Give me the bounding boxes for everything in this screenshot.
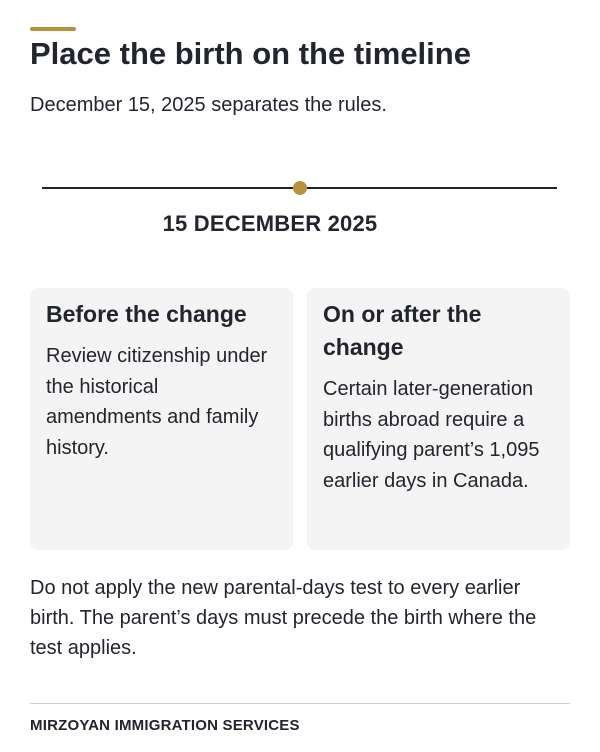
page-title: Place the birth on the timeline: [30, 36, 471, 71]
timeline-marker: [293, 181, 307, 195]
timeline-date-label: 15 DECEMBER 2025: [162, 211, 378, 236]
footer-divider: [30, 703, 570, 704]
card-before-body: Review citizenship under the historical amendments and family history.: [46, 345, 268, 459]
card-before-title: Before the change: [46, 301, 247, 327]
card-after-body: Certain later-generation births abroad require a qualifying parent’s 1,095 earlier days in Canada.: [323, 378, 540, 492]
card-before-change: [30, 288, 293, 550]
card-after-title: On or after the change: [323, 301, 482, 360]
card-after-change: [307, 288, 570, 550]
page-subtitle: December 15, 2025 separates the rules.: [30, 94, 387, 116]
accent-bar: [30, 27, 76, 31]
footer-brand: MIRZOYAN IMMIGRATION SERVICES: [30, 717, 300, 734]
explanatory-note: Do not apply the new parental-days test to every earlier birth. The parent’s days must precede the birth where the test applies.: [30, 577, 537, 659]
